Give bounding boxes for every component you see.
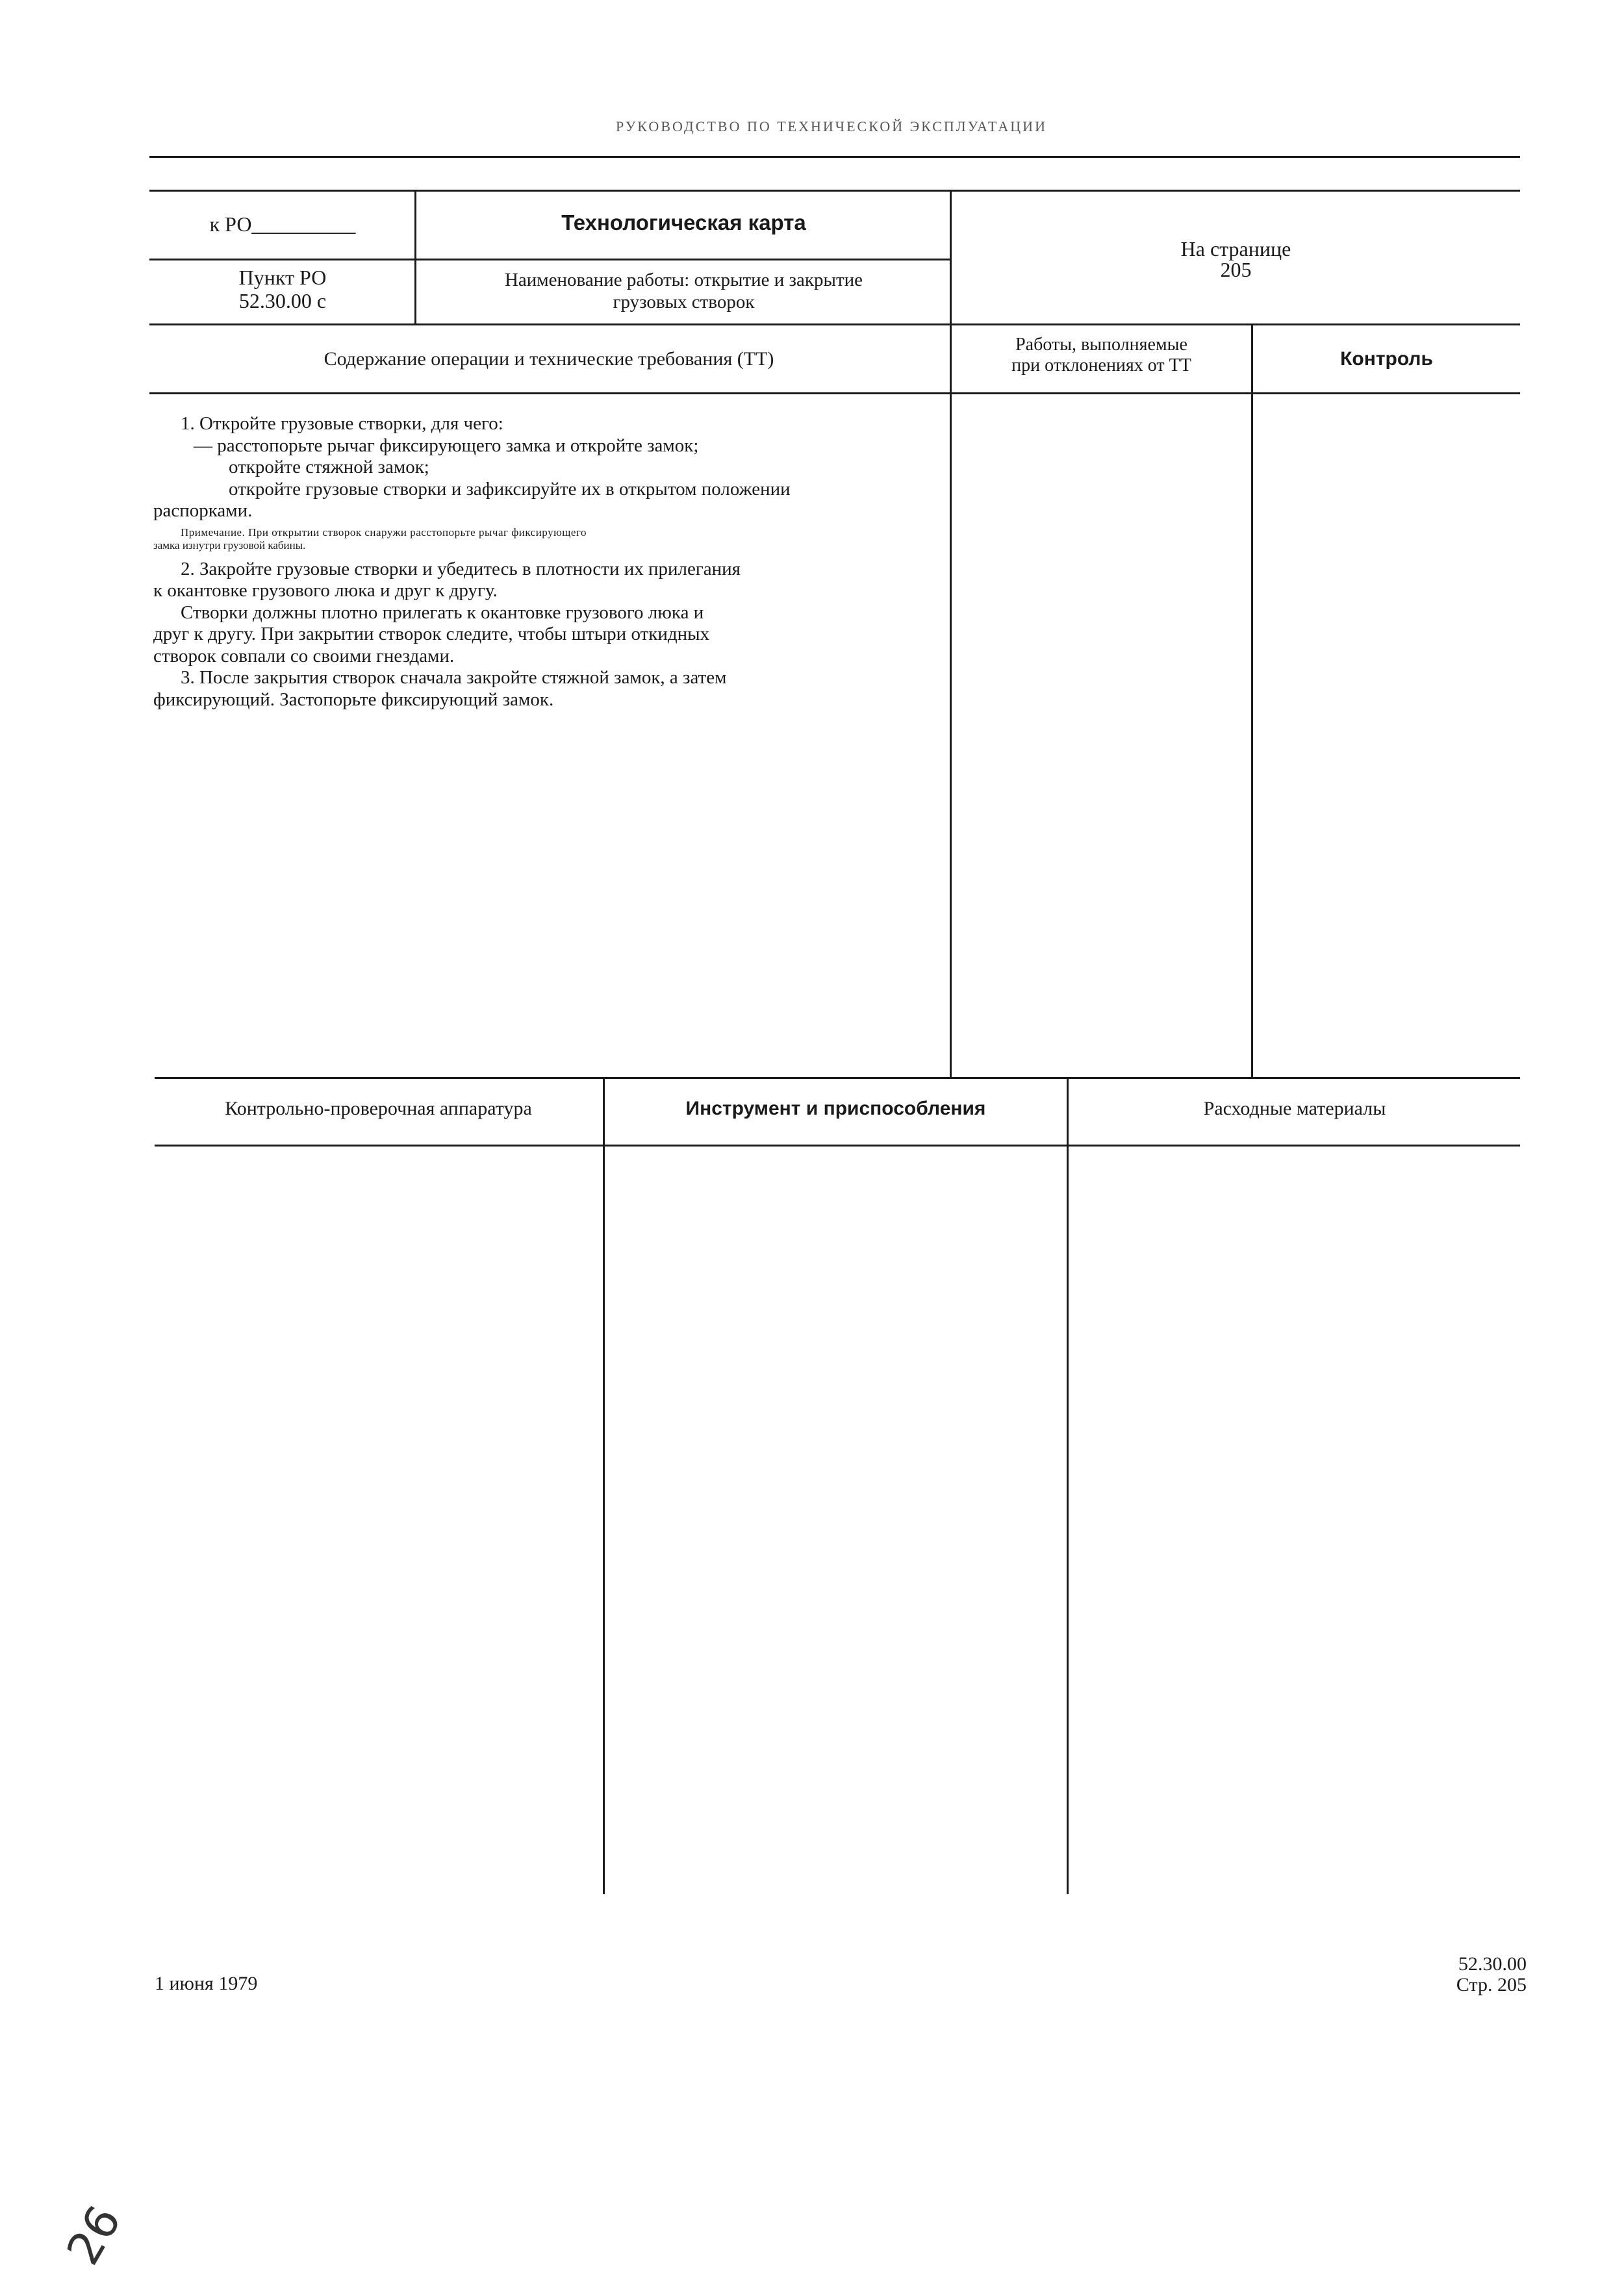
rule-col-v3 [1251, 323, 1253, 1077]
k-ro-label: к РО__________ [209, 212, 356, 236]
column-content-header: Содержание операции и технические требования (ТТ) [324, 348, 774, 370]
rule-bottom-v1 [603, 1077, 605, 1894]
step-3-text-a: 3. После закрытия створок сначала закройте стяжной замок, а затем [181, 667, 727, 688]
step-2-req-b: друг к другу. При закрытии створок следите, чтобы штыри откидных [153, 624, 710, 644]
note-line2: замка изнутри грузовой кабины. [153, 538, 306, 551]
step-2-text-b: к окантовке грузового люка и друг к другу. [153, 580, 498, 601]
rule-top [149, 156, 1520, 158]
rule-section-bottom [155, 1077, 1520, 1079]
footer-page: Стр. 205 [1456, 1974, 1527, 1995]
step-1-text: 1. Откройте грузовые створки, для чего: [181, 413, 503, 434]
step-1-sub-2: откройте стяжной замок; [229, 457, 429, 477]
footer-date: 1 июня 1979 [155, 1973, 258, 1994]
work-name-line2: грузовых створок [613, 292, 755, 312]
step-1-sub-3b: распорками. [153, 500, 253, 521]
step-3-text-b: фиксирующий. Застопорьте фиксирующий замок. [153, 689, 554, 710]
document-title: Технологическая карта [561, 210, 806, 234]
step-2-req-a: Створки должны плотно прилегать к окантовке грузового люка и [181, 602, 704, 623]
rule-bottom-colhead [155, 1145, 1520, 1146]
punkt-ro-label: Пункт РО [238, 266, 327, 289]
work-name-line1: Наименование работы: открытие и закрытие [504, 270, 863, 290]
column-deviation-header-line1: Работы, выполняемые [1015, 335, 1187, 355]
step-1-sub-1: — расстопорьте рычаг фиксирующего замка и откройте замок; [194, 435, 699, 456]
handwritten-mark: 26 [56, 2196, 132, 2274]
step-2-text-a: 2. Закройте грузовые створки и убедитесь в плотности их прилегания [181, 558, 741, 579]
rule-header-v2 [950, 190, 952, 1077]
punkt-ro-number: 52.30.00 с [238, 289, 327, 312]
column-deviation-header-line2: при отклонениях от ТТ [1011, 355, 1191, 375]
rule-header-v1 [414, 190, 416, 323]
apparatus-header: Контрольно-проверочная аппаратура [225, 1098, 532, 1119]
step-1-sub-3a: откройте грузовые створки и зафиксируйте их в открытом положении [229, 478, 791, 500]
note-line1: Примечание. При открытии створок снаружи расстопорьте рычаг фиксирующего [181, 526, 587, 538]
na-stranice-label: На странице [1180, 237, 1291, 260]
rule-header-bottom [149, 323, 1520, 325]
footer-code: 52.30.00 [1458, 1953, 1527, 1975]
rule-header-top [149, 190, 1520, 192]
column-control-header: Контроль [1340, 348, 1433, 370]
page-ref: 205 [1220, 258, 1252, 281]
rule-header-mid [149, 259, 952, 260]
operation-content [153, 413, 941, 711]
running-head: РУКОВОДСТВО ПО ТЕХНИЧЕСКОЙ ЭКСПЛУАТАЦИИ [616, 118, 1047, 134]
rule-colhead-bottom [149, 392, 1520, 394]
materials-header: Расходные материалы [1203, 1098, 1386, 1119]
tools-header: Инструмент и приспособления [685, 1098, 986, 1119]
step-2-req-c: створок совпали со своими гнездами. [153, 645, 455, 666]
rule-bottom-v2 [1067, 1077, 1069, 1894]
